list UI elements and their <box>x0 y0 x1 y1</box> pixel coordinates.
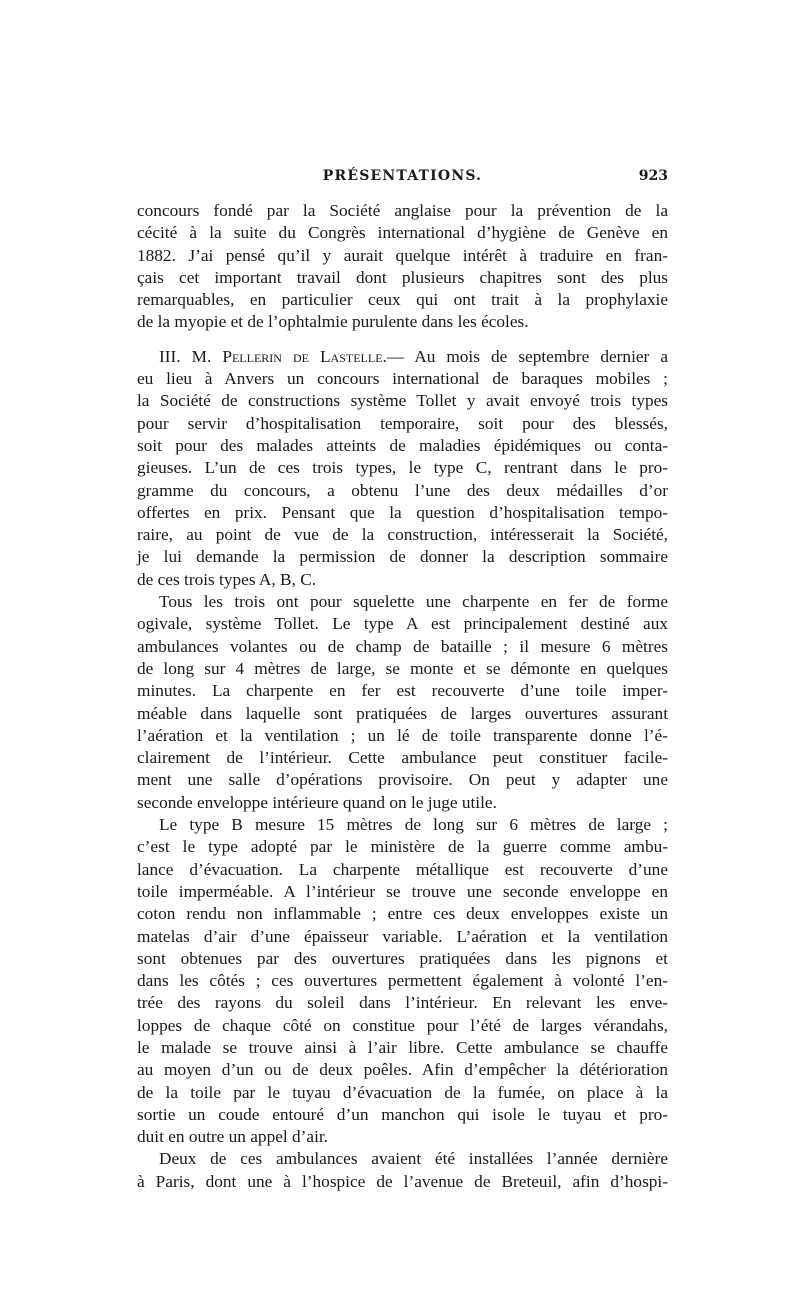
text-line: de la myopie et de l’ophtalmie purulente dans les écoles. <box>137 312 529 332</box>
text-line: 1882. J’ai pensé qu’il y aurait quelque intérêt à traduire en fran- <box>137 245 668 265</box>
text-line: clairement de l’intérieur. Cette ambulance peut constituer facile- <box>137 748 668 768</box>
text-line: concours fondé par la Société anglaise pour la prévention de la <box>137 201 668 220</box>
speaker-name: Pellerin de Lastelle <box>222 346 383 366</box>
text-line: toile imperméable. A l’intérieur se trouve une seconde enveloppe en <box>137 881 668 901</box>
text-line: gieuses. L’un de ces trois types, le type C, rentrant dans le pro- <box>137 458 668 478</box>
text-line: gramme du concours, a obtenu l’une des deux médailles d’or <box>137 480 668 500</box>
page-header <box>137 168 668 192</box>
text-line: sont obtenues par des ouvertures pratiquées dans les pignons et <box>137 948 668 968</box>
speaker-title: M. <box>191 346 212 366</box>
page-number: 923 <box>638 168 668 184</box>
text-line: matelas d’air d’une épaisseur variable. L’aération et la ventilation <box>137 926 668 946</box>
text-line: coton rendu non inflammable ; entre ces deux enveloppes existe un <box>137 904 668 924</box>
text-line: trée des rayons du soleil dans l’intérieur. En relevant les enve- <box>137 993 668 1013</box>
text-line: à Paris, dont une à l’hospice de l’avenue de Breteuil, afin d’hospi- <box>137 1171 668 1191</box>
text-line: méable dans laquelle sont pratiquées de larges ouvertures assurant <box>137 703 668 723</box>
text-line: de ces trois types A, B, C. <box>137 569 317 589</box>
text-line: ment une salle d’opérations provisoire. On peut y adapter une <box>137 770 668 790</box>
text-line: Deux de ces ambulances avaient été installées l’année dernière <box>159 1149 668 1169</box>
text-line: Le type B mesure 15 mètres de long sur 6 mètres de large ; <box>159 815 668 835</box>
text-line: dans les côtés ; ces ouvertures permettent également à volonté l’en- <box>137 971 668 991</box>
text-line: çais cet important travail dont plusieurs chapitres sont des plus <box>137 267 668 287</box>
paragraph <box>137 1148 668 1193</box>
text-line: de la toile par le tuyau d’évacuation de la fumée, on place à la <box>137 1082 668 1102</box>
text-line: ogivale, système Tollet. Le type A est principalement destiné aux <box>137 614 668 634</box>
text-line: ambulances volantes ou de champ de bataille ; il mesure 6 mètres <box>137 636 668 656</box>
text-line: remarquables, en particulier ceux qui ont trait à la prophylaxie <box>137 290 668 310</box>
section-number: III. <box>159 346 181 366</box>
text-line: offertes en prix. Pensant que la question d’hospitalisation tempo- <box>137 502 668 522</box>
text-line: seconde enveloppe intérieure quand on le juge utile. <box>137 792 497 812</box>
text-line: la Société de constructions système Tollet y avait envoyé trois types <box>137 391 668 411</box>
section-opening-line <box>137 346 668 368</box>
paragraph <box>137 346 668 591</box>
text-line: lance d’évacuation. La charpente métallique est recouverte d’une <box>137 859 668 879</box>
text-line: soit pour des malades atteints de maladies épidémiques ou conta- <box>137 435 668 455</box>
text-line: eu lieu à Anvers un concours international de baraques mobiles ; <box>137 369 668 389</box>
text-line: cécité à la suite du Congrès international d’hygiène de Genève en <box>137 223 668 243</box>
text-line: loppes de chaque côté on constitue pour l’été de larges vérandahs, <box>137 1015 668 1035</box>
text-line: minutes. La charpente en fer est recouverte d’une toile imper- <box>137 681 668 701</box>
paragraph <box>137 591 668 814</box>
text-line: raire, au point de vue de la construction, intéresserait la Société, <box>137 525 668 545</box>
first-line-text: Au mois de septembre dernier a <box>404 346 668 366</box>
paragraph <box>137 200 668 334</box>
section-gap <box>137 334 668 346</box>
speaker-dash: .— <box>382 346 405 366</box>
text-line: Tous les trois ont pour squelette une charpente en fer de forme <box>159 592 668 612</box>
text-line: le malade se trouve ainsi à l’air libre. Cette ambulance se chauffe <box>137 1037 668 1057</box>
text-line: je lui demande la permission de donner la description sommaire <box>137 547 668 567</box>
text-line: duit en outre un appel d’air. <box>137 1127 328 1147</box>
text-line: sortie un coude entouré d’un manchon qui isole le tuyau et pro- <box>137 1104 668 1124</box>
page-body <box>137 200 668 1193</box>
text-line: au moyen d’un ou de deux poêles. Afin d’empêcher la détérioration <box>137 1060 668 1080</box>
running-title: PRÉSENTATIONS. <box>322 168 483 184</box>
text-line: l’aération et la ventilation ; un lé de toile transparente donne l’é- <box>137 725 668 745</box>
text-line: pour servir d’hospitalisation temporaire, soit pour des blessés, <box>137 413 668 433</box>
text-line: de long sur 4 mètres de large, se monte et se démonte en quelques <box>137 658 668 678</box>
text-line: c’est le type adopté par le ministère de la guerre comme ambu- <box>137 837 668 857</box>
paragraph <box>137 814 668 1148</box>
